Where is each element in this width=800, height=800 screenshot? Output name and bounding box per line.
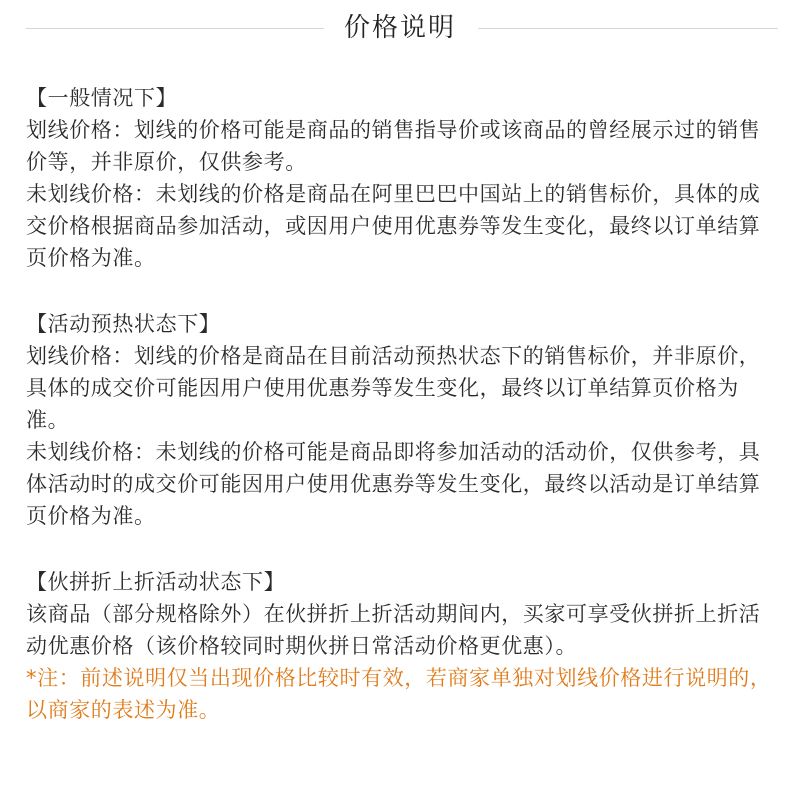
section-heading: 【伙拼折上折活动状态下】 <box>26 570 286 594</box>
section-heading: 【活动预热状态下】 <box>26 312 221 336</box>
strikethrough-price-text: 划线价格：划线的价格是商品在目前活动预热状态下的销售标价，并非原价，具体的成交价可能因用户使用优惠券等发生变化，最终以订单结算页价格为准。 <box>26 344 761 432</box>
section-general <box>26 82 778 274</box>
group-buy-text: 该商品（部分规格除外）在伙拼折上折活动期间内，买家可享受伙拼折上折活动优惠价格（该价格较同时期伙拼日常活动价格更优惠）。 <box>26 602 761 658</box>
strikethrough-price-text: 划线价格：划线的价格可能是商品的销售指导价或该商品的曾经展示过的销售价等，并非原价，仅供参考。 <box>26 118 761 174</box>
regular-price-text: 未划线价格：未划线的价格是商品在阿里巴巴中国站上的销售标价，具体的成交价格根据商品参加活动，或因用户使用优惠券等发生变化，最终以订单结算页价格为准。 <box>26 182 761 270</box>
page-title: 价格说明 <box>343 13 456 43</box>
section-heading: 【一般情况下】 <box>26 86 178 110</box>
note-text: *注：前述说明仅当出现价格比较时有效，若商家单独对划线价格进行说明的，以商家的表述为准。 <box>26 666 772 722</box>
header <box>0 8 800 48</box>
header-rule-right <box>478 28 778 29</box>
content <box>26 82 778 726</box>
regular-price-text: 未划线价格：未划线的价格可能是商品即将参加活动的活动价，仅供参考，具体活动时的成交价可能因用户使用优惠券等发生变化，最终以活动是订单结算页价格为准。 <box>26 440 761 528</box>
section-group-buy <box>26 566 778 726</box>
section-preheat <box>26 308 778 532</box>
